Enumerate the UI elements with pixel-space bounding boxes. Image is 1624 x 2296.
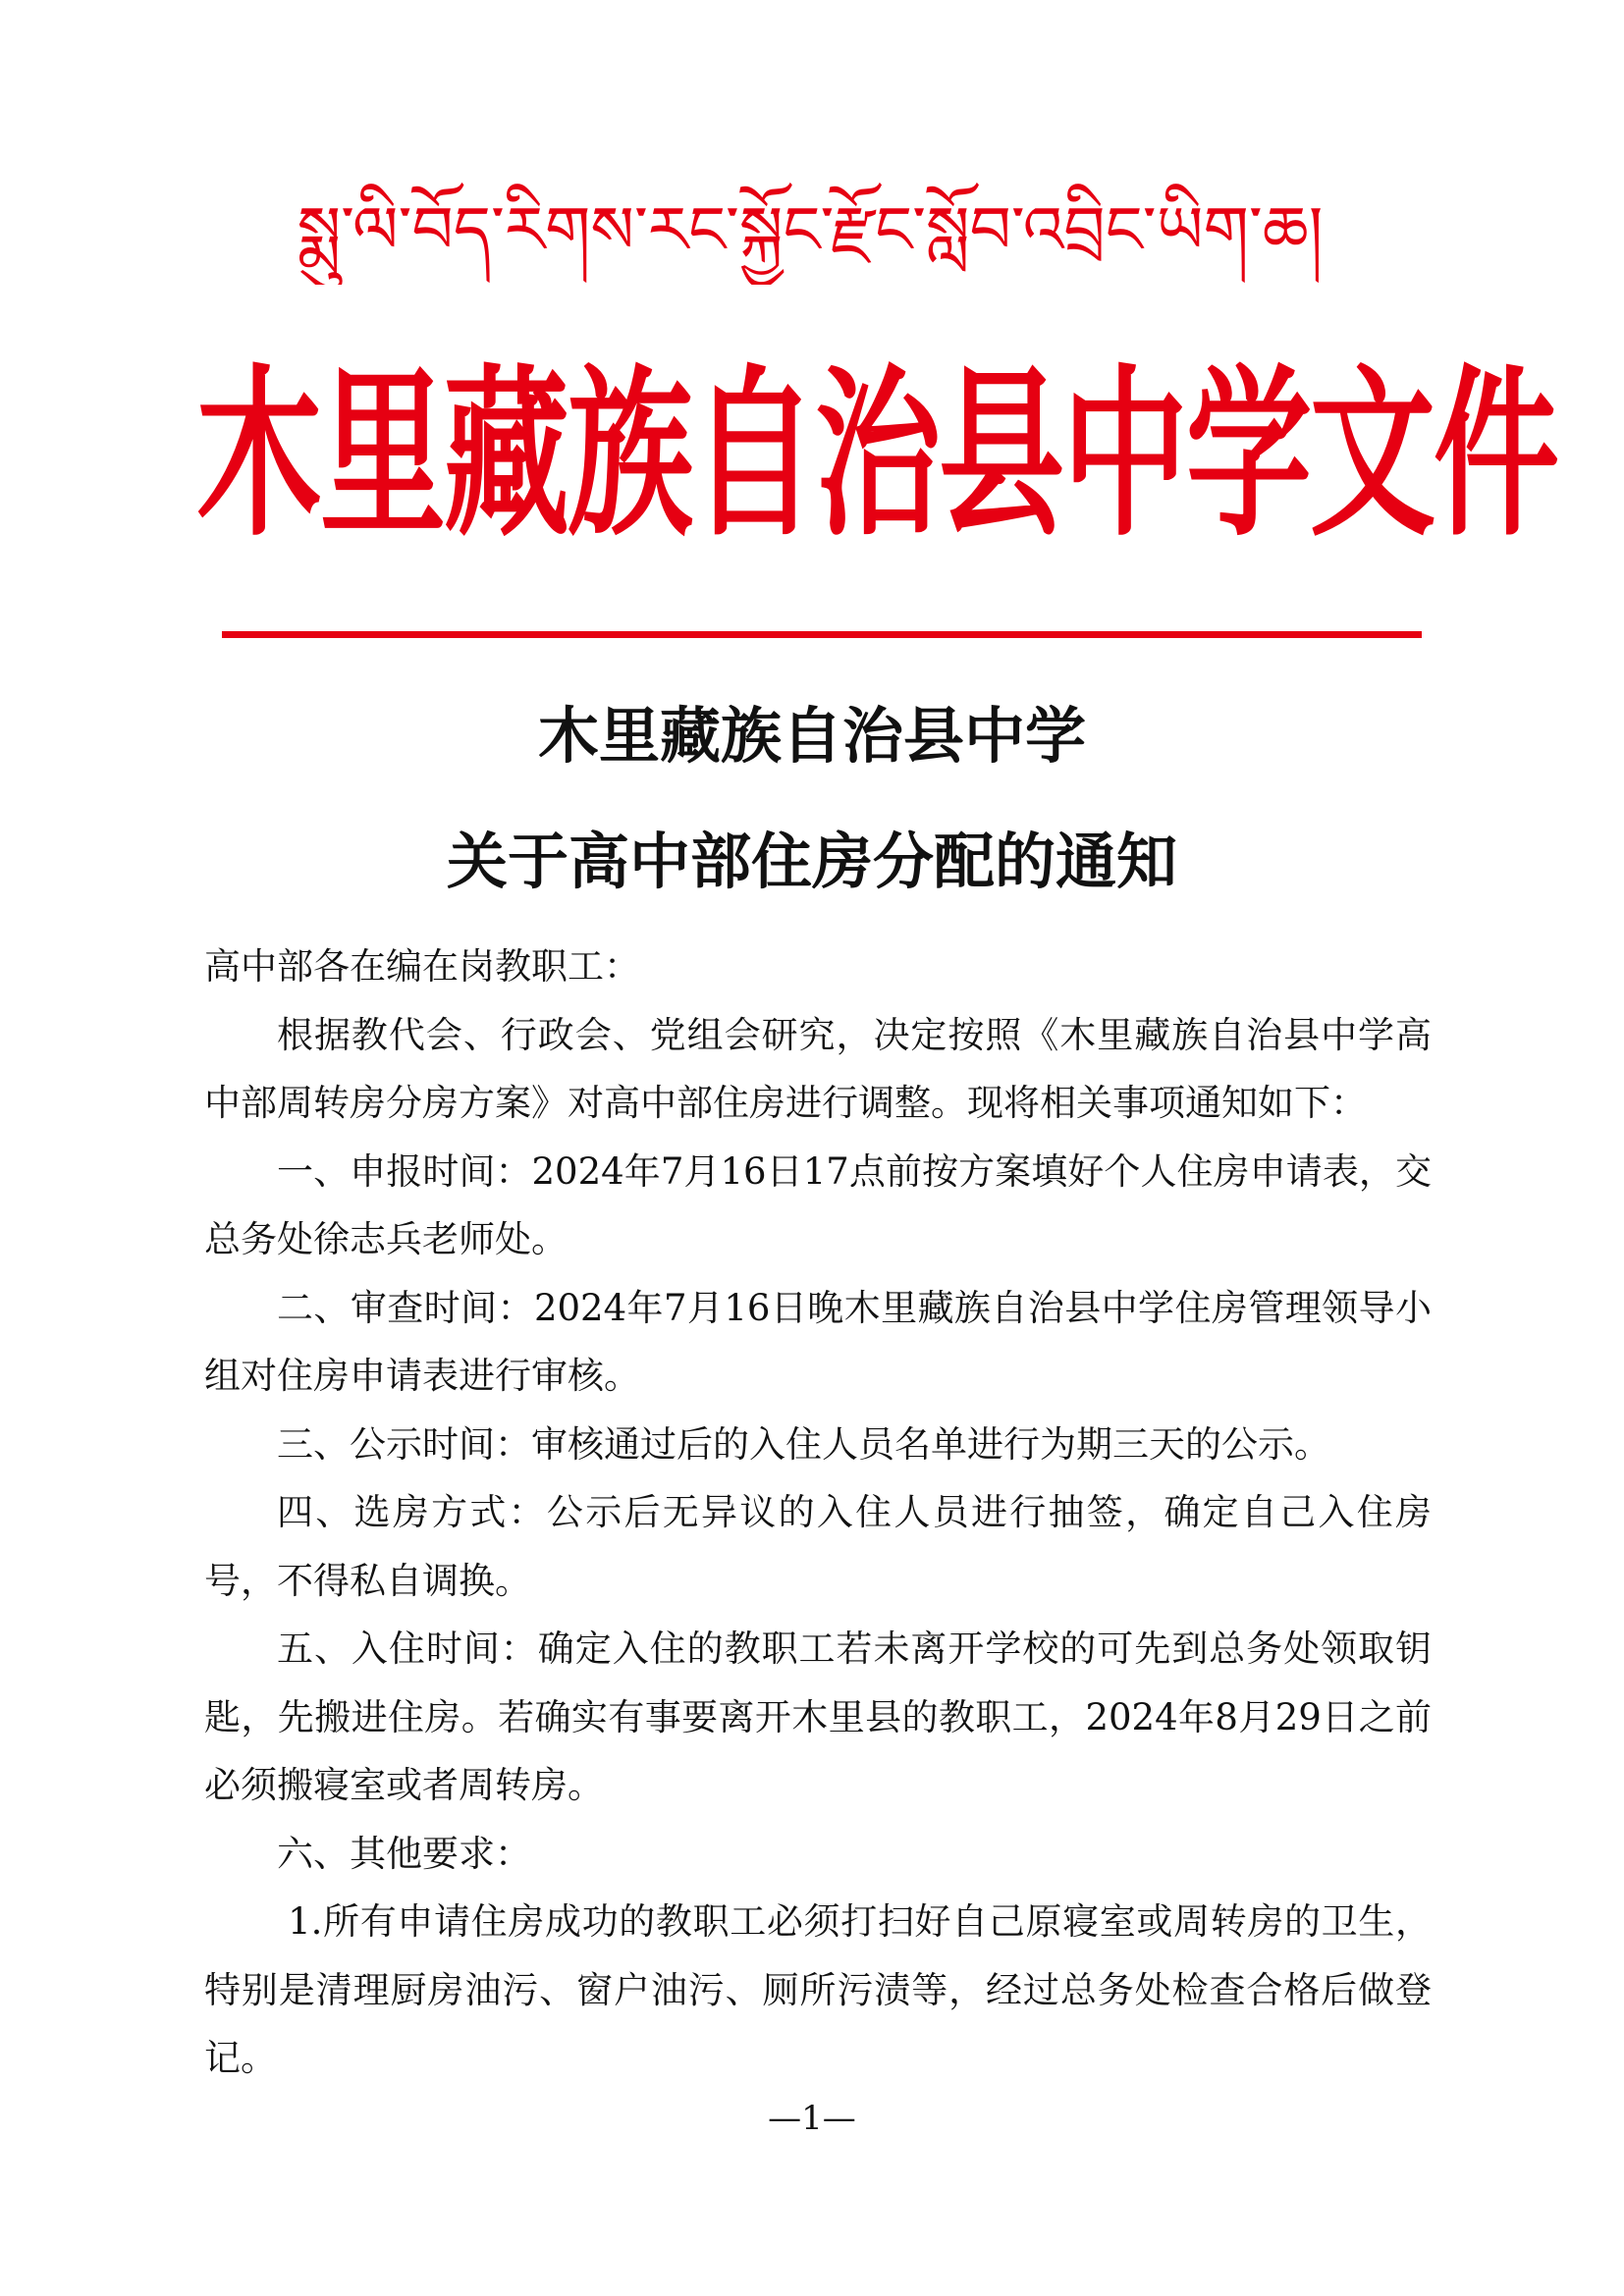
item-other-requirements: 六、其他要求： [277,1832,531,1875]
item-publicity-time: 三、公示时间：审核通过后的入住人员名单进行为期三天的公示。 [277,1422,1330,1466]
red-divider-rule [222,631,1422,638]
document-masthead: 木里藏族自治县中学文件 [196,349,1558,562]
item-review-time: 二、审查时间：2024年7月16日晚木里藏族自治县中学住房管理领导小组对住房申请表进行审核。 [204,1286,1432,1397]
item-declaration-time: 一、申报时间：2024年7月16日17点前按方案填好个人住房申请表，交总务处徐志兵老师处。 [204,1149,1432,1260]
item-selection-method: 四、选房方式：公示后无异议的入住人员进行抽签，确定自己入住房号，不得私自调换。 [204,1491,1432,1602]
page-number: —1— [768,2099,856,2138]
document-title-line-2: 关于高中部住房分配的通知 [446,826,1177,897]
document-title-line-1: 木里藏族自治县中学 [537,700,1086,772]
salutation: 高中部各在编在岗教职工： [204,945,640,988]
item-move-in-time: 五、入住时间：确定入住的教职工若未离开学校的可先到总务处领取钥匙，先搬进住房。若确实有事要离开木里县的教职工，2024年8月29日之前必须搬寝室或者周转房。 [204,1628,1432,1806]
tibetan-header: སྨུ་ལི་བོད་རིགས་རང་སྐྱོང་རྫོང་སློབ་འབྲིང་ཡིག་ཆ། [297,192,1324,268]
intro-paragraph: 根据教代会、行政会、党组会研究，决定按照《木里藏族自治县中学高中部周转房分房方案》对高中部住房进行调整。现将相关事项通知如下： [204,1013,1432,1124]
item-requirement-1: 1.所有申请住房成功的教职工必须打扫好自己原寝室或周转房的卫生，特别是清理厨房油污、窗户油污、厕所污渍等，经过总务处检查合格后做登记。 [204,1900,1432,2079]
document-body [204,933,1432,2093]
